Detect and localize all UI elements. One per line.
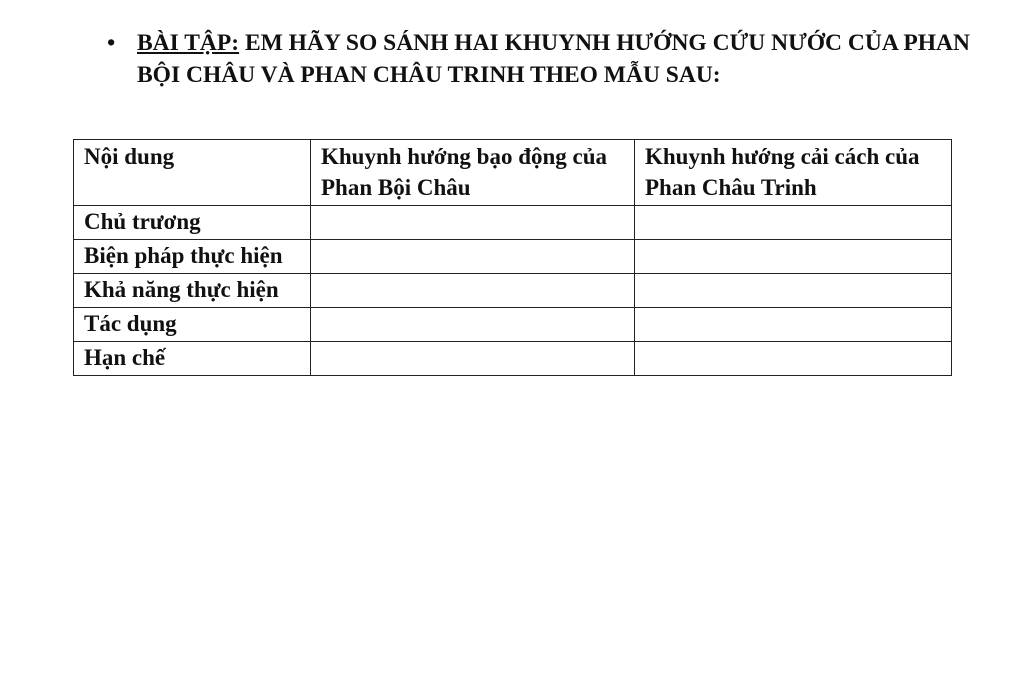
answer-cell (311, 274, 635, 308)
exercise-heading (107, 27, 987, 91)
answer-cell (635, 308, 952, 342)
answer-cell (311, 240, 635, 274)
row-label-cell: Biện pháp thực hiện (74, 240, 311, 274)
table-row (74, 274, 952, 308)
table-row (74, 342, 952, 376)
exercise-text (137, 27, 987, 91)
row-label-cell: Hạn chế (74, 342, 311, 376)
answer-cell (311, 206, 635, 240)
exercise-label: BÀI TẬP: (137, 30, 240, 56)
header-cell-phan-boi-chau: Khuynh hướng bạo động của Phan Bội Châu (311, 140, 635, 206)
answer-cell (311, 342, 635, 376)
comparison-table (73, 139, 952, 376)
answer-cell (635, 240, 952, 274)
table-row (74, 240, 952, 274)
answer-cell (311, 308, 635, 342)
exercise-prompt: EM HÃY SO SÁNH HAI KHUYNH HƯỚNG CỨU NƯỚC CỦA PHAN BỘI CHÂU VÀ PHAN CHÂU TRINH THEO MẪU SAU: (137, 30, 970, 88)
header-cell-content: Nội dung (74, 140, 311, 206)
table-row (74, 308, 952, 342)
row-label-cell: Chủ trương (74, 206, 311, 240)
answer-cell (635, 274, 952, 308)
row-label-cell: Tác dụng (74, 308, 311, 342)
table-row (74, 206, 952, 240)
row-label-cell: Khả năng thực hiện (74, 274, 311, 308)
answer-cell (635, 342, 952, 376)
bullet-icon: • (107, 30, 116, 56)
table-header-row (74, 140, 952, 206)
answer-cell (635, 206, 952, 240)
header-cell-phan-chau-trinh: Khuynh hướng cải cách của Phan Châu Trinh (635, 140, 952, 206)
